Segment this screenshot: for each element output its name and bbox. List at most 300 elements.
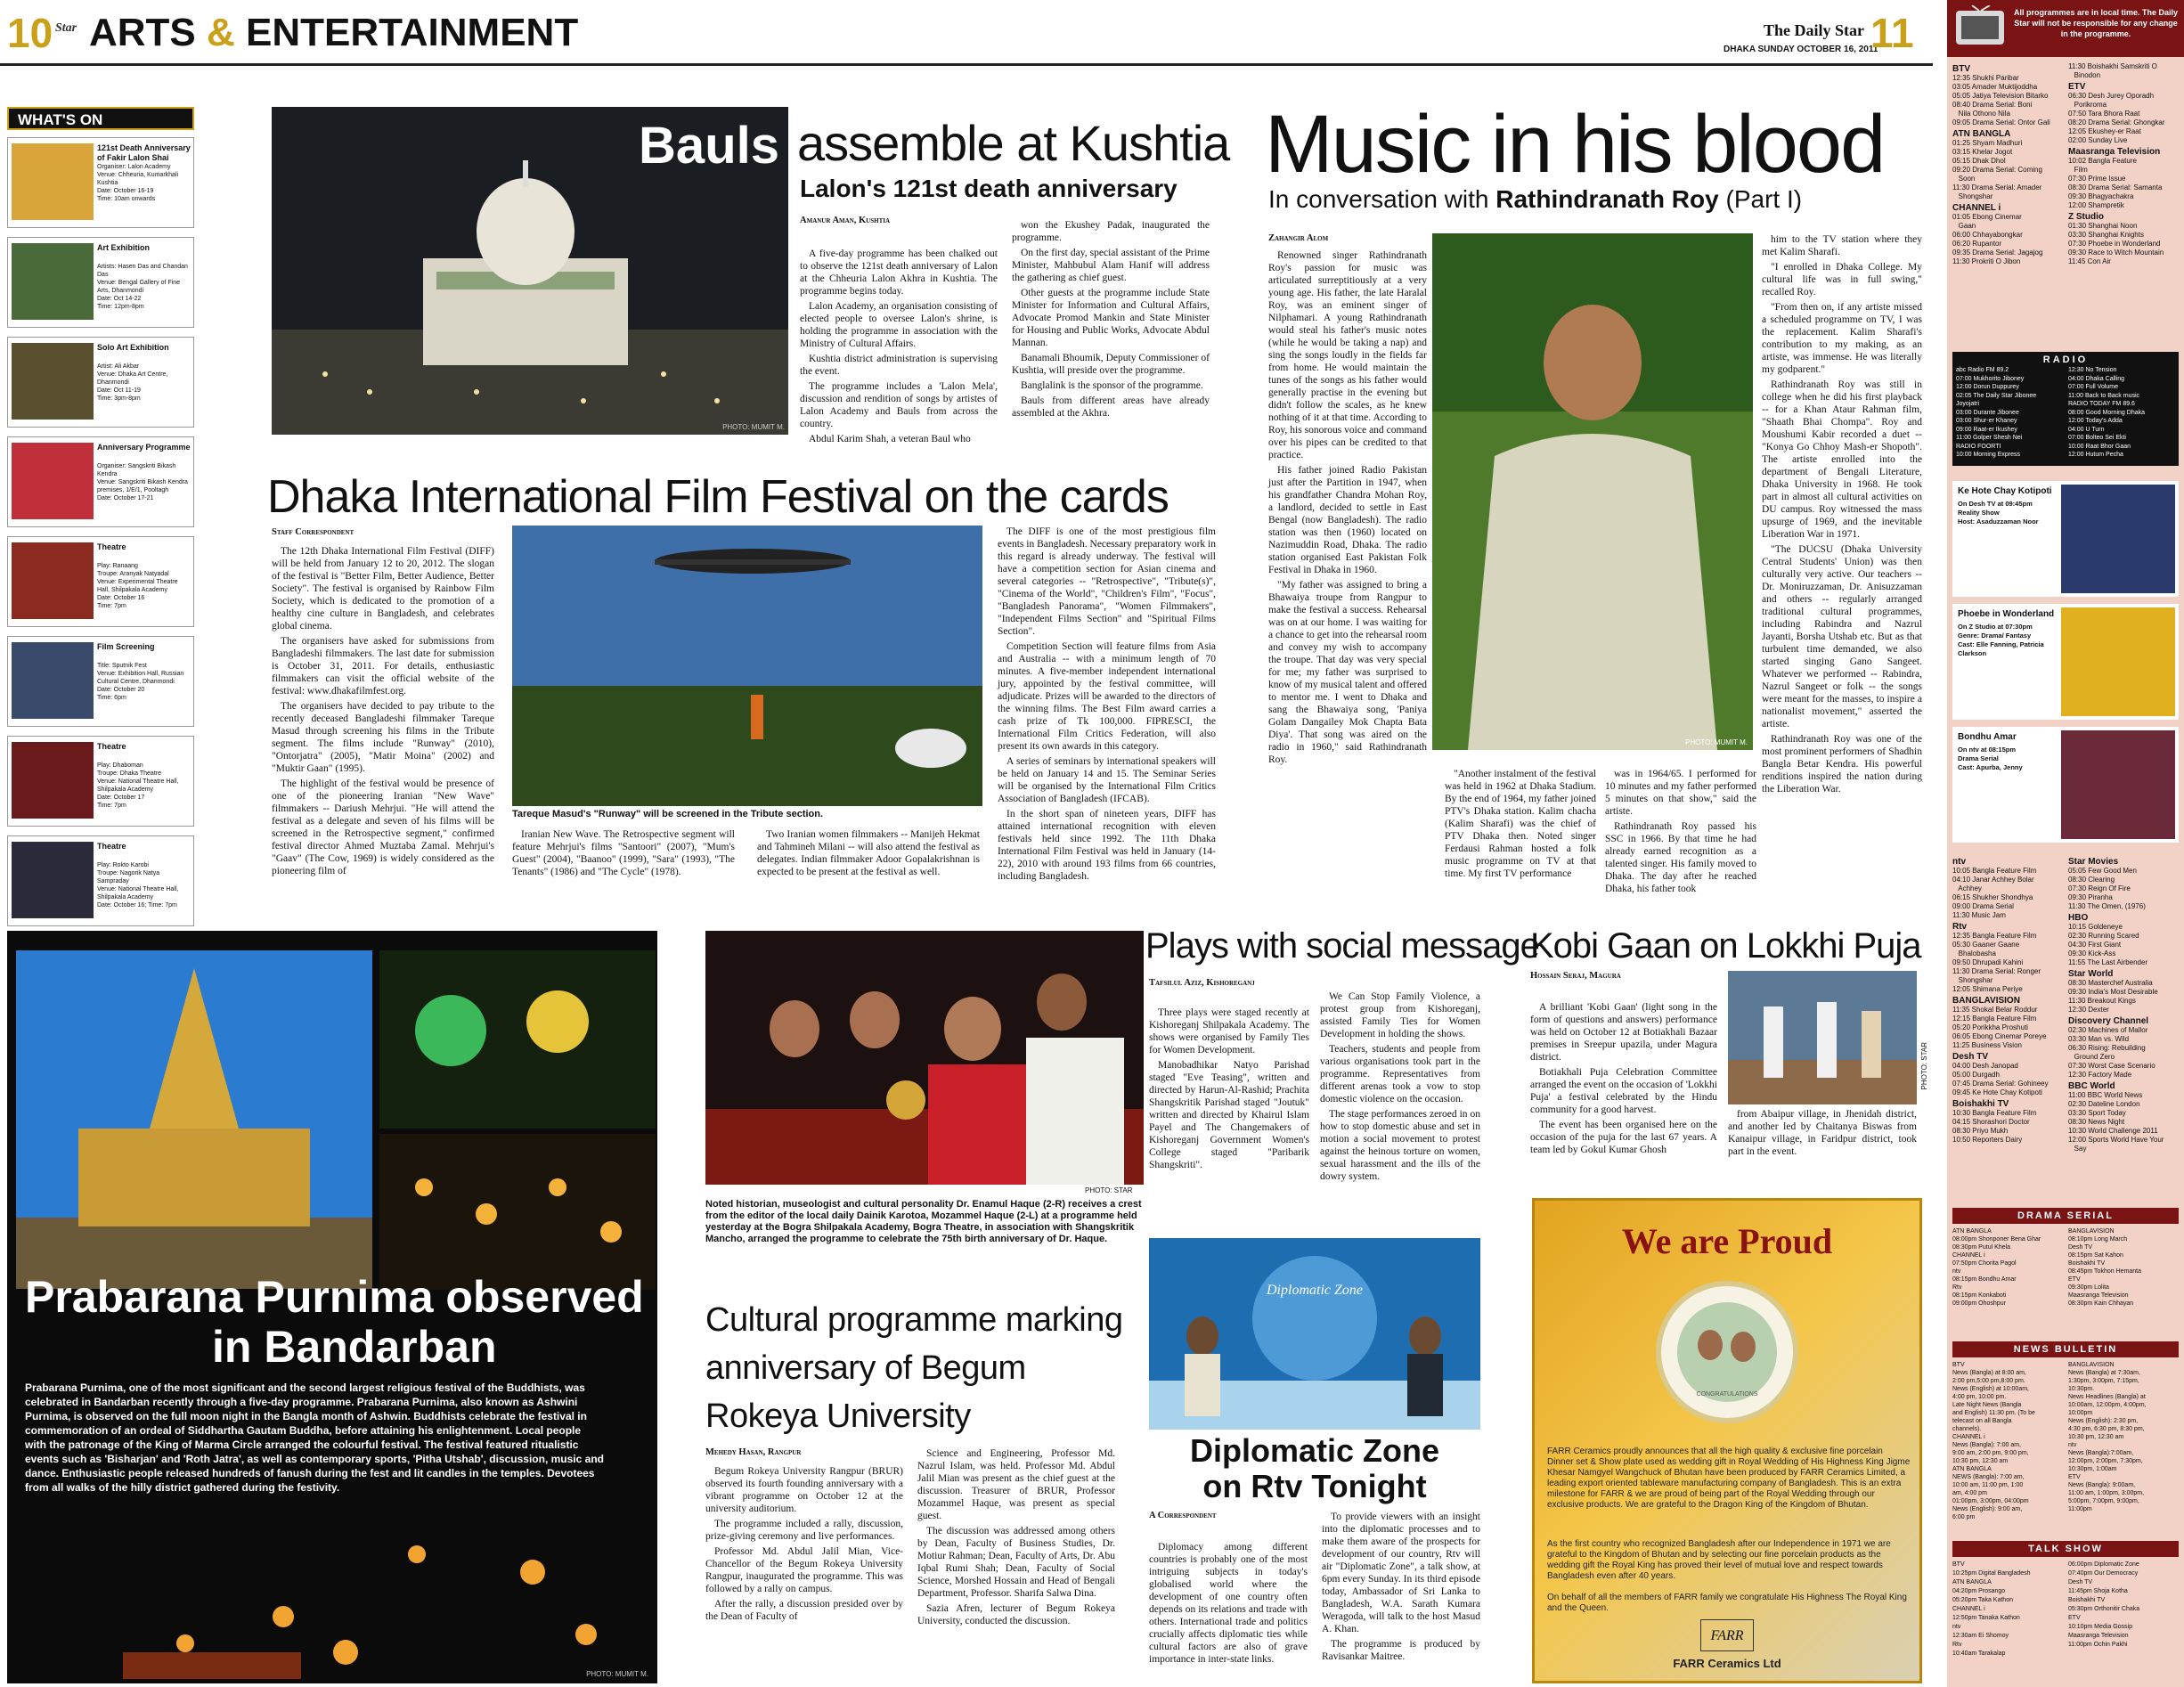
listing-item: 08:40 Drama Serial: Boni (1952, 101, 2033, 109)
listing-line: ntv (1952, 1268, 1961, 1275)
whats-on-sidebar (7, 107, 194, 909)
listing-line: RADIO FOORTI (1956, 443, 2001, 450)
channel-name: ATN BANGLA (1952, 129, 2011, 139)
channel-name: Star World (2068, 969, 2114, 979)
event-title: Theatre (97, 542, 126, 551)
listing-item: 11:30 Boishakhi Samskriti O (2068, 62, 2157, 70)
bauls-photo (272, 107, 788, 435)
paragraph: "I enrolled in Dhaka College. My cultural life was in full swing," recalled Roy. (1762, 262, 1922, 297)
paragraph: The programme included a rally, discussion, prize-giving ceremony and live performances. (705, 1519, 903, 1542)
listing-line: ATN BANGLA (1952, 1466, 1992, 1472)
listing-line: News (Bangla) at 8:00 am, (1952, 1370, 2026, 1376)
listing-item: 06:30 Rising: Rebuilding (2068, 1044, 2146, 1052)
listing-line: 12:00 Hutum Pecha (2068, 452, 2123, 458)
listing-line: BANGLAVISION (2068, 1228, 2115, 1235)
paragraph: A brilliant 'Kobi Gaan' (light song in the form of questions and answers) performance was held on October 12 at Botiakhali Bazaar premises in Sreepur upazila, under Magura district. (1530, 1002, 1717, 1063)
event-item (7, 636, 194, 727)
prabarana-photo-credit: PHOTO: MUMIT M. (586, 1670, 648, 1678)
bauls-photo-credit: PHOTO: MUMIT M. (722, 423, 785, 431)
listing-item: Porikroma (2068, 101, 2107, 109)
listing-line: News (Bangla):7:00am, (2068, 1450, 2134, 1456)
event-details: Organiser: Lalon Academy Venue: Chheuria, Kumarkhali Kushtia Date: October 16-19 Time: 10am onwards (97, 164, 179, 202)
listing-item: 03:30 Man vs. Wild (2068, 1035, 2130, 1043)
listing-line: 05:20pm Taka Kathon (1952, 1597, 2013, 1603)
listing-line: 10:00pm (2068, 1410, 2093, 1416)
listing-line: 07:00 Mukhorito Jiboney (1956, 375, 2025, 382)
radio-box (1952, 352, 2179, 466)
listing-line: Boishakhi TV (2068, 1260, 2106, 1267)
listing-item: 07:30 Worst Case Scenario (2068, 1062, 2155, 1070)
listing-line: 08:45pm Tokhon Hemanta (2068, 1268, 2141, 1275)
event-item (7, 835, 194, 926)
paragraph: Botiakhali Puja Celebration Committee arranged the event on the occasion of 'Lokkhi Puja' a festival celebrated by the Hindu community for a good harvest. (1530, 1067, 1717, 1115)
listing-line: ATN BANGLA (1952, 1228, 1992, 1235)
listing-item: 08:30 Masterchef Australia (2068, 979, 2153, 987)
paragraph: Other guests at the programme include State Minister for Information and Cultural Affairs, Advocate Promod Mankin and State Minister for Housing and Public Works, Advocate Abdul Mannan. (1012, 288, 1210, 348)
listing-line: ATN BANGLA (1952, 1579, 1992, 1585)
promo-item (1952, 604, 2179, 720)
paragraph: Banglalink is the sponsor of the programme. (1021, 380, 1203, 391)
tv2-listings-right (2068, 855, 2180, 1153)
listing-line: RADIO TODAY FM 89.6 (2068, 401, 2135, 407)
promo-list (1952, 481, 2179, 850)
listing-line: 07:50pm Chorita Pagol (1952, 1260, 2017, 1267)
listing-item: 02:30 Dateline London (2068, 1100, 2140, 1108)
promo-info: On Desh TV at 09:45pm Reality Show Host: Asaduzzaman Noor (1958, 500, 2039, 526)
pagoda-photo (16, 950, 372, 1289)
radio-listings-right (2068, 366, 2177, 460)
talk-listings-right (2068, 1561, 2179, 1650)
listing-item: Bhalobasha (1952, 949, 1996, 958)
farr-logo: FARR (1700, 1619, 1754, 1651)
event-title: Theatre (97, 842, 126, 851)
listing-line: 6:00 pm (1952, 1514, 1976, 1520)
listing-line: 2:00 pm,5:00 pm,8:00 pm. (1952, 1378, 2025, 1384)
ad-text-3: On behalf of all the members of FARR family we congratulate His Highness The Royal King and the Queen. (1547, 1593, 1907, 1613)
listing-line: 08:15pm Bondhu Amar (1952, 1276, 2017, 1283)
paragraph: Teachers, students and people from various organisations took part in the programme. Representatives from different arenas took a vow to stop domestic violence on the occasion. (1320, 1044, 1480, 1104)
listing-item: 12:35 Shukhi Paribar (1952, 74, 2019, 82)
paragraph: In the short span of nineteen years, DIFF has attained international recognition with eleven festivals held since 1992. The 11th Dhaka International Film Festival was held in January (14-22), 2010 with around 193 films from 66 countries, including Bangladesh. (998, 809, 1216, 882)
promo-image (2061, 485, 2175, 593)
news-bulletin-bar: NEWS BULLETIN (1952, 1341, 2179, 1357)
paragraph: Rathindranath Roy was still in college when he did his first playback -- for a Khan Ataur Rahman film, "Shaath Bhai Chompa". Roy and Moushumi Kabir recorded a duet -- "Konya Go Chhoy Mash-er Shopoth". The artiste enrolled into the department of Bengali Literature, Dhaka University in 1968. He took part in almost all cultural activities on DU campus. Roy witnessed the mass upsurge of 1969, and the inevitable Liberation War in 1971. (1762, 379, 1922, 540)
music-headline: Music in his blood (1265, 99, 1885, 190)
listing-line: ETV (2068, 1276, 2081, 1283)
listing-item: 04:15 Shorashori Doctor (1952, 1118, 2030, 1126)
listing-line: Rtv (1952, 1642, 1962, 1648)
listing-item: 07:30 Prime Issue (2068, 175, 2126, 183)
listing-item: 10:30 Bangla Feature Film (1952, 1109, 2037, 1117)
plays-column-2 (1320, 990, 1480, 1186)
drama-listings-left (1952, 1227, 2063, 1308)
whats-on-title: WHAT'S ON (7, 107, 194, 130)
paragraph: Professor Md. Abdul Jalil Mian, Vice-Chancellor of the Begum Rokeya University Rangpur, inaugurated the programme. This was followed by a rally on campus. (705, 1546, 903, 1594)
listing-line: 10:10pm Media Gossip (2068, 1624, 2132, 1630)
listing-line: News (Bangla) at 7:30am, (2068, 1370, 2140, 1376)
prabarana-headline-a: Prabarana Purnima observed (25, 1272, 644, 1322)
diplomatic-byline: A Correspondent (1149, 1511, 1217, 1520)
tv-listings-right (2068, 62, 2180, 266)
dateline: DHAKA SUNDAY OCTOBER 16, 2011 (1724, 45, 1878, 54)
listing-item: 11:30 Breakout Kings (2068, 997, 2136, 1005)
listing-item: 02:30 Running Scared (2068, 932, 2139, 940)
promo-title: Ke Hote Chay Kotipoti (1958, 486, 2052, 496)
event-item (7, 736, 194, 827)
news-listings-right (2068, 1361, 2179, 1513)
listing-line: 10:00 Morning Express (1956, 452, 2020, 458)
news-listings-left (1952, 1361, 2063, 1521)
listing-line: 10:30 pm, 12:30 am (2068, 1434, 2124, 1440)
paragraph: him to the TV station where they met Kalim Sharafi. (1762, 234, 1922, 257)
listing-item: 06:00 Chhayabongkar (1952, 231, 2023, 239)
music-photo-credit: PHOTO: MUMIT M. (1685, 738, 1748, 746)
diplomatic-column-1 (1149, 1541, 1308, 1668)
listing-line: 10:00am, 12:00pm, 4:00pm, (2068, 1402, 2147, 1408)
listing-line: 08:30pm Kain Chhayan (2068, 1300, 2134, 1307)
listing-item: 09:30 India's Most Desirable (2068, 988, 2158, 996)
kobi-photo-credit: PHOTO: STAR (1920, 1042, 1928, 1090)
channel-name: Boishakhi TV (1952, 1099, 2009, 1109)
paragraph: "The DUCSU (Dhaka University Central Students' Union) was then culturally very active. Our teachers -- Dr. Moniruzzaman, Dr. Anisuzzaman and others -- regularly arranged traditional cultural programmes, including Rabindra and Nazrul Jayanti, Borsha Utshab etc. But as that turbulent time demanded, we also started singing Gano Sangeet. Whatever we performed -- Rabindra, Nazrul Sangeet or folk -- the songs were meant for the masses, to inspire a nationalist movement," asserted the artiste. (1762, 544, 1922, 729)
talk-show-bar: TALK SHOW (1952, 1541, 2179, 1557)
listing-line: 04:00 Dhaka Calling (2068, 375, 2125, 382)
event-item (7, 536, 194, 627)
ad-plate (1656, 1281, 1798, 1423)
paragraph: The programme is produced by Ravisankar Maitree. (1322, 1639, 1480, 1662)
section-title-arts: ARTS (89, 11, 196, 54)
paragraph: On the first day, special assistant of the Prime Minister, Mahbubul Alam Hanif will address the gathering as chief guest. (1012, 248, 1210, 283)
event-item (7, 337, 194, 428)
listing-line: 5:00pm, 7:00pm, 9:00pm, (2068, 1498, 2139, 1504)
tv2-listings-left (1952, 855, 2063, 1145)
listing-line: am, 4:00 pm (1952, 1490, 1987, 1496)
listing-line: Late Night News (Bangla (1952, 1402, 2022, 1408)
promo-title: Bondhu Amar (1958, 732, 2017, 742)
listing-item: 01:30 Shanghai Noon (2068, 222, 2138, 230)
paragraph: from Abaipur village, in Jhenidah district, and another led by Chaitanya Biswas from Kanaipur village, in Faridpur district, took part in the event. (1728, 1109, 1917, 1157)
music-column-3 (1605, 768, 1756, 898)
listing-item: 10:02 Bangla Feature (2068, 157, 2137, 165)
paragraph: won the Ekushey Padak, inaugurated the programme. (1012, 220, 1210, 243)
film-headline: Dhaka International Film Festival on the cards (267, 471, 1169, 523)
listing-item: 06:30 Desh Jurey Oporadh (2068, 92, 2155, 100)
channel-name: HBO (2068, 913, 2089, 923)
music-subhead-a: In conversation with (1268, 185, 1496, 213)
listing-line: 08:30pm Putul Khela (1952, 1244, 2010, 1251)
event-item (7, 237, 194, 328)
paragraph: To provide viewers with an insight into the diplomatic processes and to make them aware of the prospects for development of our country, Rtv will air "Diplomatic Zone", a talk show, at 6pm every Sunday. In its third episode today, Ambassador of Sri Lanka to Bangladesh, W.A. Sarath Kumara Weragoda, will talk to the host Masud A. Khan. (1322, 1512, 1480, 1634)
paragraph: The discussion was addressed among others by Dean, Faculty of Business Studies, Dr. Motiur Rahman; Dean, Faculty of Arts, Dr. Abu Iqbal Rumi Shah; Dean, Faculty of Social Science, Morshed Hossain and Head of Bengali Department, Professor. Sharifa Salwa Dina. (917, 1526, 1115, 1599)
promo-image (2061, 730, 2175, 839)
paragraph: The stage performances zeroed in on how to stop domestic abuse and set in motion a social movement to protest against the heinous torture on women, sexual harassment and the ills of the dowry system. (1320, 1109, 1480, 1182)
paragraph: The event has been organised here on the occasion of the puja for the last 67 years. A team led by Gokul Kumar Ghosh (1530, 1120, 1717, 1155)
listing-line: 12:50pm Tanaka Kathon (1952, 1615, 2020, 1621)
portrait-illustration (1432, 233, 1753, 750)
promo-info: On ntv at 08:15pm Drama Serial Cast: Apurba, Jenny (1958, 746, 2023, 771)
listing-line: ETV (2068, 1474, 2081, 1480)
promo-text (1958, 732, 2056, 772)
listing-item: 01:05 Ebong Cinemar (1952, 213, 2022, 221)
music-column-2 (1445, 768, 1596, 883)
listing-item: Shongshar (1952, 976, 1993, 984)
listing-item: 11:25 Business Vision (1952, 1041, 2022, 1049)
listing-line: 09:30pm Lolita (2068, 1284, 2109, 1291)
listing-line: CHANNEL i (1952, 1252, 1985, 1259)
paragraph: Begum Rokeya University Rangpur (BRUR) observed its fourth founding anniversary with a vibrant programme on October 12 at the university auditorium. (705, 1466, 903, 1514)
tv-listings-left (1952, 62, 2063, 266)
kobi-photo (1728, 971, 1917, 1104)
paragraph: Manobadhikar Natyo Parishad staged "Eve Teasing", written and directed by Harun-Al-Rashid; Prachita Shangskritik Parishad staged "Joutuk" written and directed by Khairul Islam Payel and The Changemakers of Kishoreganj Government Women's College staged "Paribarik Shangskriti". (1149, 1060, 1309, 1170)
music-column-1 (1268, 249, 1427, 769)
paragraph: Renowned singer Rathindranath Roy's passion for music was articulated surreptitiously at a very young age. His father, the late Haralal Roy, was an eminent singer of Nilphamari. A young Rathindranath would steal his father's music notes (while he would be taking a nap) and sing the songs loudly in the fields far from home. He would maintain the tunes of the songs as his father would generally practise in the evening but didn't follow the scales, as he knew nothing of it at that time. According to Roy, his sonorous voice and command over his pipes can be credited to that practice. (1268, 250, 1427, 460)
listing-line: 12:30am Ei Shomoy (1952, 1633, 2009, 1639)
listings-sidebar (1947, 0, 2184, 1687)
paragraph: Abdul Karim Shah, a veteran Baul who (809, 434, 971, 444)
event-details: Play: Rokto Karobi Troupe: Nagorik Natya Sampraday Venue: National Theatre Hall, Shilpakala Academy Date: October 16; Time: 7pm (97, 862, 179, 909)
diplomatic-photo (1149, 1238, 1480, 1430)
listing-line: 09:00pm Ohoshpur (1952, 1300, 2006, 1307)
listing-item: 12:05 Shimana Periye (1952, 985, 2023, 993)
listing-line: 08:15pm Sat Kahon (2068, 1252, 2123, 1259)
listing-item: 11:30 Drama Serial: Amader (1952, 183, 2042, 192)
listing-item: 03:15 Khelar Jogot (1952, 148, 2013, 156)
ad-title: We are Proud (1621, 1221, 1833, 1261)
listing-item: 07:30 Reign Of Fire (2068, 884, 2131, 892)
listing-line: NEWS (Bangla): 7:00 am, (1952, 1474, 2025, 1480)
channel-name: Rtv (1952, 922, 1968, 932)
listing-line: Maasranga Television (2068, 1633, 2129, 1639)
prabarana-headline-b: in Bandarban (212, 1322, 497, 1372)
paragraph: Rathindranath Roy was one of the most prominent performers of Shadhin Bangla Betar Kendra. His powerful renditions inspired the nation during the Liberation War. (1762, 734, 1922, 795)
listing-line: News (English): 9:00 am, (1952, 1506, 2023, 1512)
listing-item: 12:00 Sports World Have Your (2068, 1136, 2164, 1144)
listing-line: BTV (1952, 1362, 1965, 1368)
kobi-column-2 (1728, 1108, 1917, 1161)
event-title: Solo Art Exhibition (97, 343, 169, 352)
listing-line: 12:00 Today's Adda (2068, 418, 2123, 424)
runway-photo (512, 526, 982, 806)
diplomatic-headline-a: Diplomatic Zone (1189, 1432, 1440, 1469)
paragraph: The 12th Dhaka International Film Festival (DIFF) will be held from January 12 to 20, 2012. The slogan of the festival is "Better Film, Better Audience, Better Society". The festival is organised by Rainbow Film Society, which is dedicated to the promotion of a healthy cine culture in Bangladesh, and celebrates global cinema. (272, 546, 494, 632)
listing-line: 1:30pm, 3:00pm, 7:15pm, (2068, 1378, 2139, 1384)
page-number-right: 11 (1870, 10, 1914, 56)
haque-caption: Noted historian, museologist and cultural personality Dr. Enamul Haque (2-R) receives a crest from the editor of the local daily Dainik Karotoa, Mozammel Haque (2-L) at a programme held yesterday at the Bogra Shilpakala Academy, Bogra Theatre, in association with Shangskritik Mancho, arranged the programme to celebrate the 75th birth anniversary of Dr. Haque. (705, 1199, 1142, 1244)
listing-item: 09:20 Drama Serial: Coming (1952, 166, 2042, 174)
listing-line: BANGLAVISION (2068, 1362, 2115, 1368)
listing-item: 07:30 Phoebe in Wonderland (2068, 240, 2161, 248)
listing-line: ETV (2068, 1615, 2081, 1621)
page-number-left: 10 (7, 10, 53, 56)
channel-name: Maasranga Television (2068, 147, 2161, 157)
listing-line: 01:00pm, 3:00pm, 04:00pm (1952, 1498, 2029, 1504)
ad-text-2: As the first country who recognized Bangladesh after our Independence in 1971 we are grateful to the Kingdom of Bhutan and by selecting our fine porcelain products as the wedding gift the Royal King has proved their level of mutual love and respect towards Bangladesh even after 40 years. (1547, 1539, 1891, 1581)
listing-line: 03:00 Shur-er Khaney (1956, 418, 2017, 424)
paragraph: We Can Stop Family Violence, a protest group from Kishoreganj, assisted Family Ties for Women Development in holding the shows. (1320, 991, 1480, 1039)
listing-line: Joyojatri (1956, 401, 1980, 407)
event-title: Film Screening (97, 642, 155, 651)
channel-name: CHANNEL i (1952, 203, 2001, 213)
paragraph: Diplomacy among different countries is probably one of the most intriguing subjects in today's globalised world where the development of one country often depends on its relations and trade with others. International trade and politics crucially affects diplomatic ties while cultural factors are also of grave importance in inter-state links. (1149, 1542, 1308, 1665)
listing-line: telecast on all Bangla (1952, 1418, 2012, 1424)
star-logo: Star (55, 21, 77, 35)
music-subhead-c: (Part I) (1718, 185, 1803, 213)
listing-line: 11:00pm Ochin Pakhi (2068, 1642, 2128, 1648)
plays-headline: Plays with social message (1145, 926, 1539, 966)
listing-line: 08:15pm Konkaboti (1952, 1292, 2007, 1299)
listing-item: 11:30 Music Jam (1952, 911, 2006, 919)
fanush-photo (7, 1501, 657, 1679)
page-header (0, 0, 1933, 66)
paragraph: The highlight of the festival would be presence of one of the pioneering Iranian "New Wave" filmmakers -- Dariush Mehrjui. "He will attend the festival as a delegate and seven of his films will be screened in the Retrospective segment," confirmed festival director Ahmed Muztaba Zamal. Mehrjui's "Gaav" (The Cow, 1969) is widely considered as the pioneering film of (272, 778, 494, 876)
listing-line: 07:00 Full Volume (2068, 384, 2119, 390)
ad-text-1: FARR Ceramics proudly announces that all the high quality & exclusive fine porcelain Dinner set & Show plate used as wedding gift in Royal Wedding of His Highness King Jigme Khesar Namgyel Wangchuck of Bhutan have been produced by FARR Ceramics Limited, a leading export oriented tableware manufacturing company of Bangladesh. This is an extra milestone for FARR & we are proud of being part of the Royal Wedding through our exclusive products. We are grateful to the Dragon King of the Kingdom of Bhutan. (1547, 1447, 1911, 1510)
promo-image (2061, 607, 2175, 716)
listing-item: 12:15 Bangla Feature Film (1952, 1015, 2037, 1023)
listing-line: 10:30pm. (2068, 1386, 2095, 1392)
paragraph: "From then on, if any artiste missed a scheduled programme on TV, I was the replacement. Kalim Sharafi's contribution to my making, as an artiste, was immense. He was literally my godparent." (1762, 302, 1922, 375)
channel-name: ntv (1952, 857, 1966, 867)
listing-item: 03:30 Shanghai Knights (2068, 231, 2144, 239)
paragraph: The programme includes a 'Lalon Mela', discussion and rendition of songs by artistes of Lalon Academy and Bauls from across the country. (800, 381, 998, 429)
diplomatic-column-2 (1322, 1511, 1480, 1666)
listing-item: 05:05 Jatiya Television Bitarko (1952, 92, 2049, 100)
event-thumbnail (12, 642, 94, 719)
listing-item: 12:30 Dexter (2068, 1006, 2109, 1014)
paragraph: "Another instalment of the festival was held in 1962 at Dhaka Stadium. By the end of 1964, my father joined PTV's Dhaka station. Kalim chacha (Kalim Sharafi) was the chief of PTV Dhaka then. Noted singer Ferdausi Rahman hosted a folk music programme on TV at that time. My first TV performance (1445, 769, 1596, 879)
paragraph: A five-day programme has been chalked out to observe the 121st death anniversary of Lalon at the Chheuria Lalon Akhra in Kushtia. The programme begins today. (800, 249, 998, 297)
paragraph: Science and Engineering, Professor Md. Nazrul Islam, was held. Professor Md. Abdul Jalil Mian was present as the chief guest at the discussion. Treasurer of BRUR, Professor Mozammel Haque, was present as special guest. (917, 1448, 1115, 1521)
music-subhead-b: Rathindranath Roy (1495, 185, 1719, 213)
listing-line: 08:10pm Long March (2068, 1236, 2128, 1243)
listing-item: Ground Zero (2068, 1053, 2115, 1061)
night-lamps-photo (379, 1134, 656, 1290)
event-thumbnail (12, 542, 94, 619)
listing-line: and English) 11:30 pm. (To be (1952, 1410, 2035, 1416)
film-byline: Staff Correspondent (272, 527, 354, 537)
listing-line: News (Bangla): 9:00am, (2068, 1482, 2136, 1488)
diplomatic-headline-b: on Rtv Tonight (1202, 1468, 1427, 1504)
event-title: Anniversary Programme (97, 443, 191, 452)
listing-line: News (English) at 10:00am, (1952, 1386, 2029, 1392)
listing-line: 04:20pm Prosango (1952, 1588, 2006, 1594)
bauls-column-1 (800, 248, 998, 448)
plays-column-1 (1149, 1006, 1309, 1174)
event-thumbnail (12, 842, 94, 918)
listing-line: Rtv (1952, 1284, 1962, 1291)
paper-name: The Daily Star (1764, 21, 1865, 39)
listing-line: 10:30pm, 1:00am (2068, 1466, 2117, 1472)
paragraph: His father joined Radio Pakistan just after the Partition in 1947, when his grandfather Chandra Mohan Roy, a landlord, decided to settle in East Bengal (now Bangladesh). The radio station was then (1960) located on Nazimuddin Road, Dhaka. The radio station organised East Pakistan Folk Festival in Dhaka in 1960. (1268, 465, 1427, 575)
listing-item: 08:30 News Night (2068, 1118, 2125, 1126)
listing-line: CHANNEL i (1952, 1606, 1985, 1612)
drama-serial-bar: DRAMA SERIAL (1952, 1208, 2179, 1224)
paragraph: Three plays were staged recently at Kishoreganj Shilpakala Academy. The shows were organised by Family Ties for Women Development. (1149, 1007, 1309, 1055)
listing-line: News (Bangla): 7:00 am, (1952, 1442, 2022, 1448)
listing-item: 10:30 World Challenge 2011 (2068, 1127, 2158, 1135)
event-item (7, 137, 194, 228)
listing-line: 10:40am Tarakalap (1952, 1650, 2006, 1657)
channel-name: Discovery Channel (2068, 1016, 2149, 1026)
crest-ceremony-illustration (705, 931, 1144, 1185)
listing-item: 05:20 Porikkha Proshuti (1952, 1023, 2028, 1031)
listing-line: Desh TV (2068, 1244, 2093, 1251)
listing-line: 10:25pm Digital Bangladesh (1952, 1570, 2031, 1577)
listing-line: 4:00 pm, 10:00 pm. (1952, 1394, 2007, 1400)
channel-name: BBC World (2068, 1081, 2115, 1091)
listing-line: News Headlines (Bangla) at (2068, 1394, 2146, 1400)
event-thumbnail (12, 443, 94, 519)
listing-line: 9:00 am, 2:00 pm, 9:00 pm, (1952, 1450, 2029, 1456)
event-details: Organiser: Sangskriti Bikash Kendra Venue: Sangskriti Bikash Kendra premises, 1/E/1, Pooltagh Date: October 17-21 (97, 463, 188, 501)
listing-line: 12:00pm, 2:00pm, 7:30pm, (2068, 1458, 2143, 1464)
listing-line: 11:00 Golper Shesh Nei (1956, 435, 2023, 441)
listing-item: Gaan (1952, 222, 1976, 230)
listing-item: 11:30 Prokriti O Jibon (1952, 257, 2021, 265)
promo-text (1958, 486, 2056, 526)
listing-item: 05:15 Dhak Dhol (1952, 157, 2006, 165)
listing-item: 04:00 Desh Janopad (1952, 1062, 2018, 1070)
channel-name: Z Studio (2068, 212, 2104, 222)
music-column-4 (1762, 233, 1922, 798)
listing-item: 06:05 Ebong Cinemar Poreye (1952, 1032, 2047, 1040)
film-column-4 (998, 526, 1216, 885)
listing-line: channels). (1952, 1426, 1982, 1432)
event-details: Artists: Hasen Das and Chandan Das Venue: Bengal Gallery of Fine Arts, Dhanmondi Date: Oct 14-22 Time: 12pm-8pm (97, 264, 188, 310)
listing-item: 08:20 Drama Serial: Ghongkar (2068, 118, 2165, 126)
listing-line: ntv (1952, 1624, 1961, 1630)
talkshow-set-illustration (1149, 1238, 1480, 1430)
listing-item: 11:35 Shokal Belar Roddur (1952, 1006, 2038, 1014)
listing-line: 03:00 Durante Jibonee (1956, 409, 2019, 416)
listing-line: 11:00pm (2068, 1506, 2092, 1512)
radio-listings-left (1956, 366, 2065, 460)
event-details: Play: Ranaang Troupe: Aranyak Natyadal Venue: Experimental Theatre Hall, Shilpakala Academy Date: October 16 Time: 7pm (97, 563, 178, 609)
radio-title: RADIO (2042, 355, 2089, 365)
listing-line: Boishakhi TV (2068, 1597, 2106, 1603)
event-title: 121st Death Anniversary of Fakir Lalon Shai (97, 143, 191, 162)
listing-line: 12:30 No Tension (2068, 367, 2117, 373)
listing-line: 11:45pm Shoja Kotha (2068, 1588, 2128, 1594)
channel-name: BANGLAVISION (1952, 996, 2020, 1006)
listing-item: 09:05 Drama Serial: Ontor Gali (1952, 118, 2050, 126)
listing-item: 02:30 Machines of Mallor (2068, 1026, 2148, 1034)
channel-name: ETV (2068, 82, 2086, 92)
listing-item: 03:05 Amader Muktijoddha (1952, 83, 2038, 91)
event-item (7, 436, 194, 527)
listing-line: 08:00pm Shonponer Bena Ghar (1952, 1236, 2041, 1243)
listing-line: 08:00 Good Morning Dhaka (2068, 409, 2145, 416)
event-thumbnail (12, 143, 94, 220)
farr-ad (1532, 1198, 1922, 1683)
paragraph: Competition Section will feature films from Asia and Australia -- with a minimum length of 70 minutes. A five-member independent international jury, appointed by the festival committee, will adjudicate. Prizes will be awarded to the directors of the winning films. The Best Film award carries a cash prize of Tk 100,000. FIPRESCI, the International Film Critics Federation, will also present its own awards in this category. (998, 641, 1216, 752)
listings-header (1947, 0, 2184, 57)
prabarana-body: Prabarana Purnima, one of the most significant and the second largest religious festival of the Buddhists, was celebrated in Bandarban recently through a five-day programme. Prabarana Purnima, also known as Ashwini Purnima, is observed on the full moon night in the Bangla month of Ashwin. Buddhists celebrate the festival in commemoration of an ordeal of Siddhartha Gautam Buddha, before attaining his enlightenment. Local people with the patronage of the King of Marma Circle arranged the colourful festival. The festival featured ritualistic events such as 'Bisharjan' and 'Roth Jatra', as well as contemporary sports, 'Pitha Utshab', discussion, music and dance. Enthusiastic people released hundreds of fanush during the fest and lit candles in the temples. Devotees from all walks of the hilly district gathered during the festivity. (25, 1381, 604, 1494)
promo-item (1952, 727, 2179, 843)
ad-company: FARR Ceramics Ltd (1673, 1657, 1781, 1670)
event-thumbnail (12, 243, 94, 320)
listing-item: Nila Othono Nila (1952, 110, 2010, 118)
listing-line: 10:00 Raat Bhor Gaan (2068, 443, 2131, 450)
listing-item: 01:25 Shyam Madhuri (1952, 139, 2023, 147)
music-subhead (1268, 185, 1802, 214)
paragraph: Bauls from different areas have already assembled at the Akhra. (1012, 395, 1210, 419)
kobi-byline: Hossain Seraj, Magura (1530, 971, 1621, 981)
channel-name: BTV (1952, 64, 1970, 74)
rathindranath-photo (1432, 233, 1753, 750)
listing-line: 12:00 Dorun Duppurey (1956, 384, 2019, 390)
haque-photo-credit: PHOTO: STAR (1085, 1186, 1133, 1194)
